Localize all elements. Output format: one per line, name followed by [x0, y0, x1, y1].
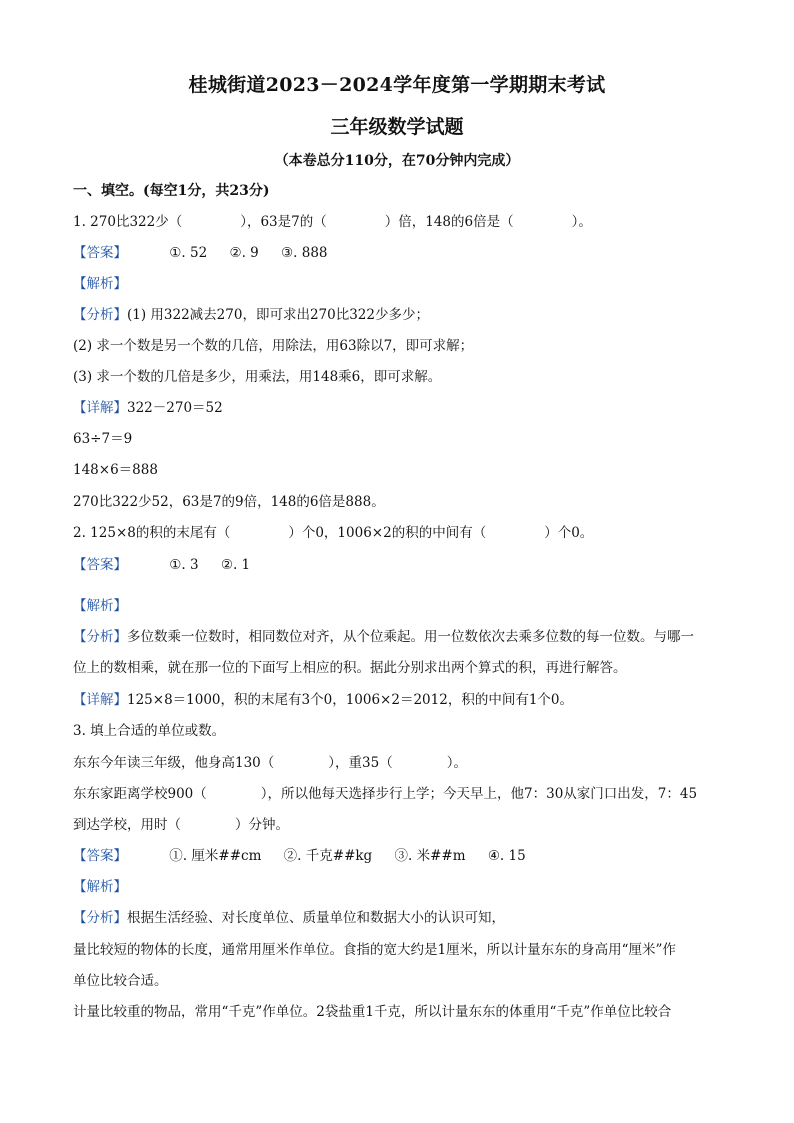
- answer-item: ①. 厘米##cm: [169, 848, 262, 864]
- detail-line: 【详解】125×8＝1000，积的末尾有3个0，1006×2＝2012，积的中间有1个0。: [73, 692, 573, 708]
- question-1: 1. 270比322少（ ），63是7的（ ）倍，148的6倍是（ ）。: [73, 214, 592, 230]
- detail-line: 148×6＝888: [73, 462, 158, 478]
- answer-row-q3: [73, 846, 725, 866]
- answer-row-q2: [73, 555, 725, 575]
- answer-tag: 【答案】: [73, 557, 127, 573]
- analysis-line: (3) 求一个数的几倍是多少，用乘法，用148乘6，即可求解。: [73, 369, 442, 385]
- exam-title: 桂城街道2023－2024学年度第一学期期末考试: [188, 74, 606, 96]
- analysis-line: 单位比较合适。: [73, 973, 168, 989]
- answer-item: ②. 1: [220, 557, 251, 573]
- question-2: 2. 125×8的积的末尾有（ ）个0，1006×2的积的中间有（ ）个0。: [73, 525, 594, 541]
- detail-line: 【详解】322－270＝52: [73, 400, 223, 416]
- analysis-line: 【分析】根据生活经验、对长度单位、质量单位和数据大小的认识可知，: [73, 910, 505, 926]
- answer-item: ④. 15: [487, 848, 526, 864]
- section-heading: 一、填空。(每空1分，共23分): [73, 183, 270, 199]
- answer-item: ③. 米##m: [394, 848, 466, 864]
- analysis-tag-q3: 【解析】: [73, 879, 127, 895]
- analysis-tag-q1: 【解析】: [73, 276, 127, 292]
- analysis-line: 计量比较重的物品，常用“千克”作单位。2袋盐重1千克，所以计量东东的体重用“千克”作单位比较合: [73, 1004, 672, 1020]
- answer-tag: 【答案】: [73, 848, 127, 864]
- question-3-line: 东东今年读三年级，他身高130（ ），重35（ ）。: [73, 755, 467, 771]
- exam-subtitle: 三年级数学试题: [330, 116, 464, 138]
- analysis-line: (2) 求一个数是另一个数的几倍，用除法，用63除以7，即可求解；: [73, 338, 474, 354]
- analysis-line: 【分析】多位数乘一位数时，相同数位对齐，从个位乘起。用一位数依次去乘多位数的每一位数。与哪一: [73, 629, 694, 645]
- question-3: 3. 填上合适的单位或数。: [73, 723, 226, 739]
- answer-tag: 【答案】: [73, 245, 127, 261]
- exam-note: （本卷总分110分，在70分钟内完成）: [274, 153, 520, 169]
- detail-line: 63÷7＝9: [73, 431, 133, 447]
- analysis-line: 【分析】(1) 用322减去270，即可求出270比322少多少；: [73, 307, 429, 323]
- detail-line: 270比322少52，63是7的9倍，148的6倍是888。: [73, 494, 385, 510]
- answer-item: ②. 9: [229, 245, 259, 261]
- analysis-line: 量比较短的物体的长度，通常用厘米作单位。食指的宽大约是1厘米，所以计量东东的身高用“厘米”作: [73, 942, 676, 958]
- answer-item: ①. 3: [169, 557, 199, 573]
- answer-item: ①. 52: [169, 245, 208, 261]
- answer-row-q1: [73, 243, 725, 263]
- question-3-line: 到达学校，用时（ ）分钟。: [73, 817, 289, 833]
- analysis-line: 位上的数相乘，就在那一位的下面写上相应的积。据此分别求出两个算式的积，再进行解答。: [73, 660, 627, 676]
- analysis-tag-q2: 【解析】: [73, 598, 127, 614]
- answer-item: ②. 千克##kg: [283, 848, 373, 864]
- question-3-line: 东东家距离学校900（ ），所以他每天选择步行上学；今天早上，他7：30从家门口出发，7：45: [73, 786, 698, 802]
- answer-item: ③. 888: [281, 245, 328, 261]
